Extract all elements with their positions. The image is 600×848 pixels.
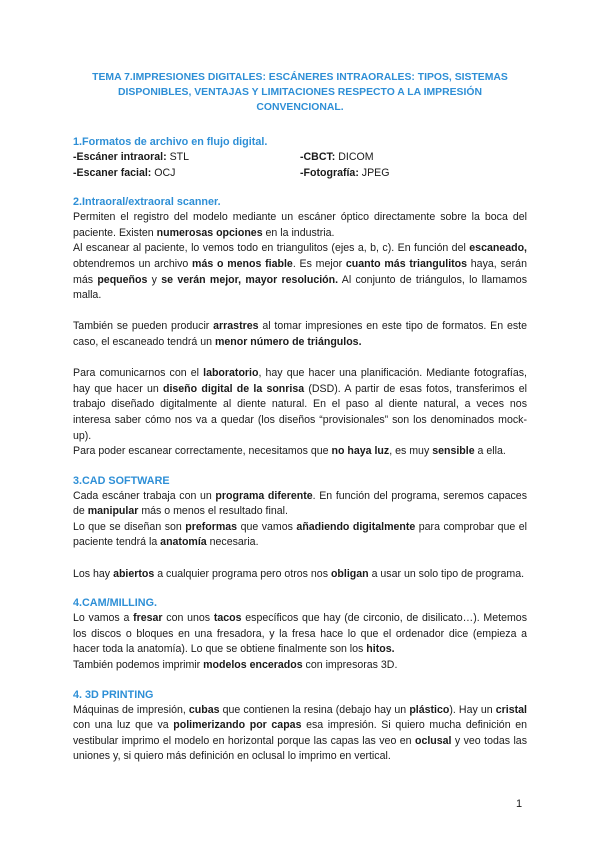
document-page	[73, 70, 527, 765]
paragraph: Cada escáner trabaja con un programa diferente. En función del programa, seremos capaces de manipular más o menos el resultado final.	[73, 489, 527, 518]
section-5-heading: 4. 3D PRINTING	[73, 688, 154, 701]
section-4-heading: 4.CAM/MILLING.	[73, 597, 157, 610]
section-3-heading: 3.CAD SOFTWARE	[73, 474, 170, 487]
format-value: JPEG	[358, 166, 390, 179]
format-value: DICOM	[335, 151, 374, 163]
paragraph: También se pueden producir arrastres al tomar impresiones en este tipo de formatos. En este caso, el escaneado tendrá un menor número de triángulos.	[73, 320, 527, 348]
format-row-2	[73, 166, 527, 182]
section-1-heading: 1.Formatos de archivo en flujo digital.	[73, 136, 268, 148]
format-value: STL	[166, 151, 189, 163]
format-label: -Escáner intraoral:	[73, 151, 167, 163]
document-title: TEMA 7.IMPRESIONES DIGITALES: ESCÁNERES INTRAORALES: TIPOS, SISTEMAS DISPONIBLES, VENTAJAS Y LIMITACIONES RESPECTO A LA IMPRESIÓN CONVENCIONAL.	[92, 72, 508, 113]
paragraph: Para poder escanear correctamente, necesitamos que no haya luz, es muy sensible a ella.	[73, 445, 506, 458]
format-label: -Fotografía:	[300, 166, 359, 179]
format-value: OCJ	[151, 166, 176, 179]
paragraph: Máquinas de impresión, cubas que contienen la resina (debajo hay un plástico). Hay un cristal con una luz que va polimerizando por capas esa impresión. Si quiero mucha definición en vestibular imprimo el modelo en horizontal porque las capas las veo en oclusal y veo todas las uniones y, si quiero más definición en oclusal lo imprimo en vertical.	[73, 703, 527, 763]
paragraph: Lo vamos a fresar con unos tacos específicos que hay (de circonio, de disilicato…). Metemos los discos o bloques en una fresadora, y la fresa hace lo que el ordenador dice (empieza a hacer toda la anatomía). Lo que se obtiene finalmente son los hitos.	[73, 612, 527, 656]
paragraph: Lo que se diseñan son preformas que vamos añadiendo digitalmente para comprobar que el paciente tendrá la anatomía necesaria.	[73, 520, 527, 549]
format-label: -CBCT:	[300, 151, 336, 163]
paragraph: Para comunicarnos con el laboratorio, hay que hacer una planificación. Mediante fotografías, hay que hacer un diseño digital de la sonrisa (DSD). A partir de esas fotos, transferimos el trabajo diseñado digitalmente al diente natural. En el paso al diente natural, a veces nos interesa saber cómo nos va a quedar (los diseños “provisionales” son los denominados mock-up).	[73, 367, 528, 442]
section-2-heading: 2.Intraoral/extraoral scanner.	[73, 196, 221, 209]
paragraph: También podemos imprimir modelos encerados con impresoras 3D.	[73, 659, 398, 672]
paragraph: Los hay abiertos a cualquier programa pero otros nos obligan a usar un solo tipo de programa.	[73, 567, 525, 580]
format-row-1	[73, 150, 527, 166]
paragraph: Permiten el registro del modelo mediante un escáner óptico directamente sobre la boca del paciente. Existen numerosas opciones en la industria.	[73, 211, 527, 239]
page-number: 1	[516, 798, 523, 810]
format-label: -Escaner facial:	[73, 166, 152, 179]
paragraph: Al escanear al paciente, lo vemos todo en triangulitos (ejes a, b, c). En función del escaneado, obtendremos un archivo más o menos fiable. Es mejor cuanto más triangulitos haya, serán más pequeños y se verán mejor, mayor resolución. Al conjunto de triángulos, lo llamamos malla.	[73, 242, 527, 302]
